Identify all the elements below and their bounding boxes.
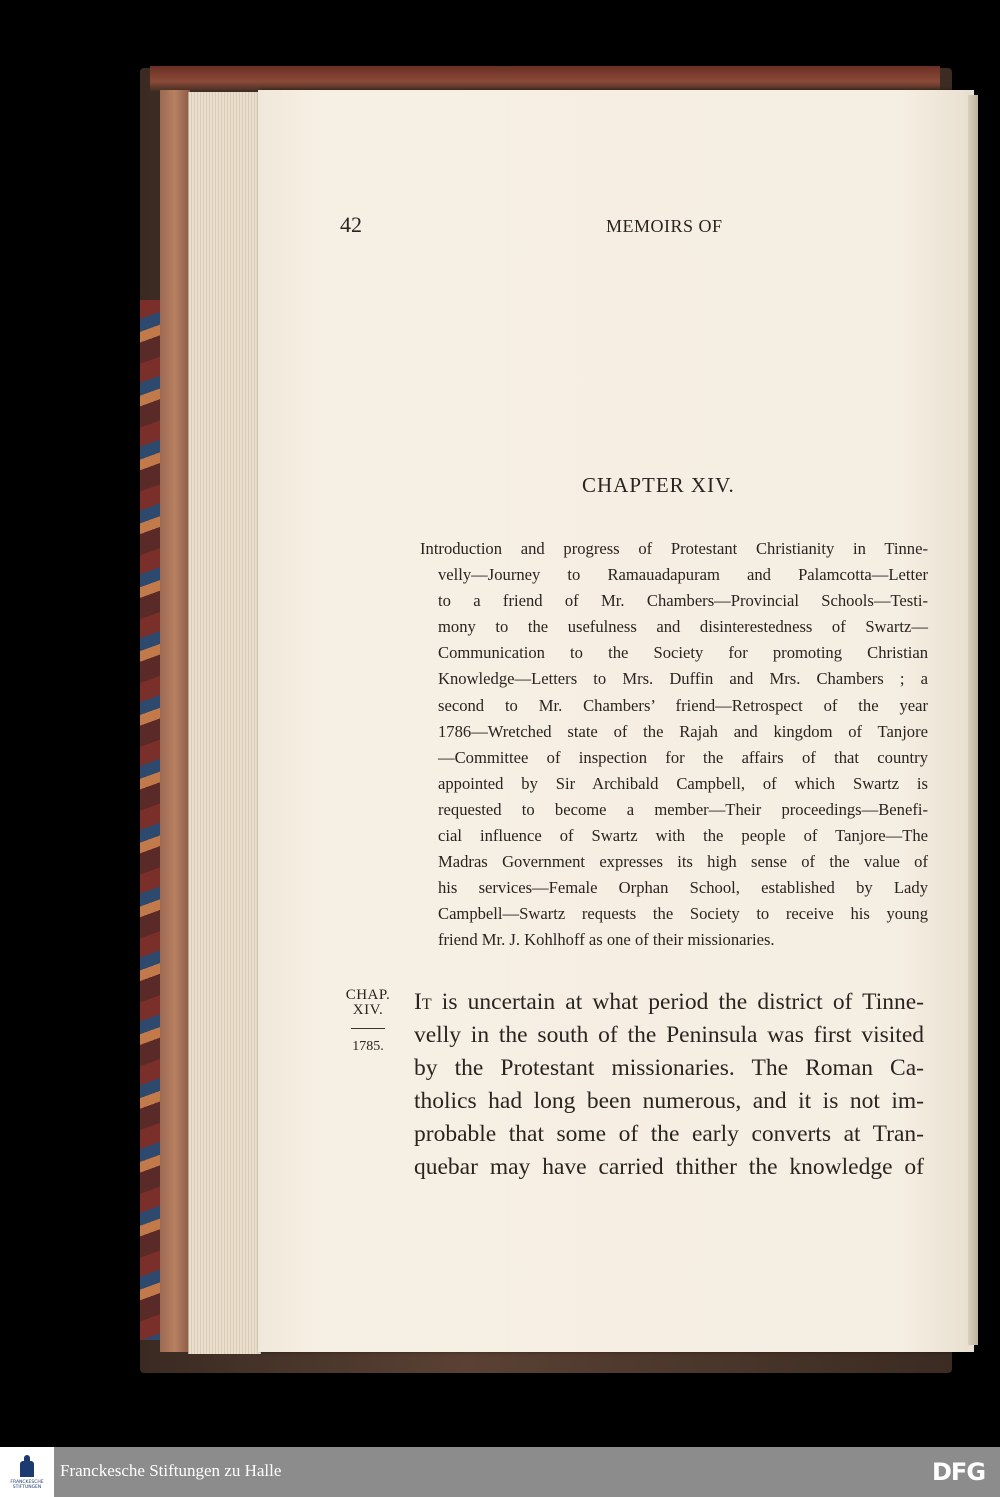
summary-line: appointed by Sir Archibald Campbell, of which Swartz is — [438, 773, 928, 793]
chapter-title: CHAPTER XIV. — [582, 473, 735, 497]
institution-logo[interactable] — [0, 1447, 54, 1497]
page-number: 42 — [340, 212, 362, 237]
body-text — [414, 986, 924, 1184]
body-first-word: It — [414, 989, 432, 1015]
summary-line: Madras Government expresses its high sense of the value of — [438, 852, 928, 872]
body-line: probable that some of the early converts at Tran- — [414, 1121, 924, 1147]
body-line: tholics had long been numerous, and it is not im- — [414, 1088, 924, 1114]
logo-text: FRANCKESCHE STIFTUNGEN — [10, 1479, 44, 1490]
summary-line: his services—Female Orphan School, established by Lady — [438, 878, 928, 898]
summary-line: requested to become a member—Their proceedings—Benefi- — [438, 799, 928, 819]
marginal-chap: CHAP. — [345, 987, 391, 1003]
summary-line: 1786—Wretched state of the Rajah and kingdom of Tanjore — [438, 721, 928, 741]
summary-line: Introduction and progress of Protestant Christianity in Tinne- — [420, 539, 928, 558]
marginal-chapter-number: XIV. — [352, 1002, 384, 1018]
body-line — [414, 986, 924, 1019]
building-icon — [18, 1455, 36, 1477]
summary-line: to a friend of Mr. Chambers—Provincial Schools—Testi- — [438, 591, 928, 611]
summary-line: cial influence of Swartz with the people of Tanjore—The — [438, 826, 928, 846]
running-head: MEMOIRS OF — [606, 216, 723, 236]
page-stack — [188, 92, 261, 1354]
chapter-summary — [420, 536, 928, 954]
summary-line: friend Mr. J. Kohlhoff as one of their missionaries. — [438, 930, 775, 950]
body-line: quebar may have carried thither the knowledge of — [414, 1154, 924, 1180]
body-line: by the Protestant missionaries. The Roman Ca- — [414, 1055, 924, 1081]
dfg-logo[interactable]: DFG — [932, 1458, 986, 1486]
footer-institution-label[interactable]: Franckesche Stiftungen zu Halle — [60, 1461, 282, 1480]
marginal-note — [338, 988, 398, 1055]
summary-line: Knowledge—Letters to Mrs. Duffin and Mrs. Chambers ; a — [438, 669, 928, 689]
board-edge — [160, 90, 190, 1352]
summary-line: mony to the usefulness and disinterestedness of Swartz— — [438, 617, 928, 637]
page-edge-right — [968, 95, 978, 1345]
summary-line: Campbell—Swartz requests the Society to receive his young — [438, 904, 928, 924]
body-line-rest: is uncertain at what period the district of Tinne- — [431, 989, 924, 1015]
summary-line: —Committee of inspection for the affairs of that country — [438, 747, 928, 767]
summary-line: velly—Journey to Ramauadapuram and Palamcotta—Letter — [438, 565, 928, 585]
summary-line: Communication to the Society for promoting Christian — [438, 643, 928, 663]
summary-line: second to Mr. Chambers’ friend—Retrospect of the year — [438, 695, 928, 715]
marginal-year: 1785. — [352, 1039, 384, 1054]
body-line: velly in the south of the Peninsula was first visited — [414, 1022, 924, 1048]
marginal-rule — [351, 1028, 385, 1029]
book-cover-top-edge — [150, 66, 940, 92]
